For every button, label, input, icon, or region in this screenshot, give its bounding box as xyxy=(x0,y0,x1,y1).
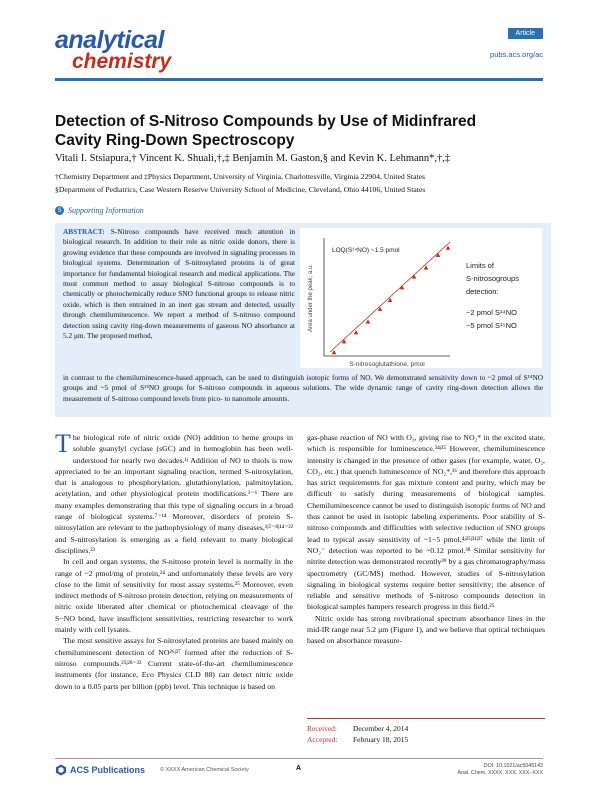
paragraph-5: Nitric oxide has strong rovibrational spectrum absorbance lines in the mid-IR range near 5.2 μm (Figure 1), and we believe that optical techniques based on absorbance measure- xyxy=(307,613,545,646)
body-column-right xyxy=(307,432,545,647)
copyright: © XXXX American Chemical Society xyxy=(160,767,249,773)
publisher-name: ACS Publications xyxy=(70,765,146,775)
supporting-info-link[interactable] xyxy=(55,206,144,215)
abstract-body-1: S-Nitroso compounds have received much attention in biological research. In addition to their role as nitric oxide donors, there is growing evidence that these compounds are involved in signaling processes in biological systems. Determination of S-nitrosylated proteins is of great importance for fundamental biological research and medical applications. The most common method to assay biological S-nitroso compounds is to chemically or photochemically reduce SNO functional groups to release nitric oxide, which is then entrained in an inert gas stream and detected, usually through chemiluminescence. We report a method of S-nitroso compound detection using cavity ring-down measurements of gaseous NO absorbance at 5.2 μm. The proposed method, xyxy=(63,227,295,341)
graphic-x-label: S-nitrosoglutathione, pmol xyxy=(349,361,425,368)
graphic-y-label: Area under the peak, a.u. xyxy=(308,264,314,332)
article-type-badge: Article xyxy=(508,28,543,39)
loq-label: LOQ(S¹⁴NO) ~1.5 pmol xyxy=(332,247,400,254)
limits-line1: Limits of xyxy=(466,261,494,270)
paragraph-1 xyxy=(55,429,293,556)
journal-logo-line1: analytical xyxy=(55,26,164,54)
accepted-date: February 18, 2015 xyxy=(353,735,409,744)
affiliation-2: §Department of Pediatrics, Case Western Reserve University School of Medicine, Cleveland, Ohio 44106, United States xyxy=(55,185,426,194)
received-label: Received: xyxy=(307,724,337,733)
journal-url[interactable]: pubs.acs.org/ac xyxy=(490,50,543,59)
header-rule xyxy=(55,78,543,81)
article-dates xyxy=(307,723,408,745)
paragraph-2: In cell and organ systems, the S-nitroso protein level is normally in the range of ~2 pmol/mg of protein,²⁴ and unfortunately these levels are very close to the limit of sensitivity for most assay systems.²⁵ Moreover, even indirect methods of S-nitroso protein detection, relying on measurements of nitric oxide liberated after chemical or photochemical cleavage of the S−NO bond, have insufficient sensitivities, restricting researcher to work mainly with cell lysates. xyxy=(55,557,293,635)
doi-block xyxy=(457,763,543,777)
abstract-label: ABSTRACT: xyxy=(63,227,105,236)
body-column-left xyxy=(55,429,293,692)
doi[interactable]: DOI: 10.1021/ac5045143 xyxy=(483,763,543,769)
citation: Anal. Chem. XXXX, XXX, XXX−XXX xyxy=(457,770,543,776)
footer-rule xyxy=(55,758,543,759)
received-date: December 4, 2014 xyxy=(353,724,409,733)
journal-logo-line2: chemistry xyxy=(72,50,172,73)
toc-graphic xyxy=(300,228,542,368)
paragraph-1-text: he biological role of nitric oxide (NO) addition to heme groups in soluble guanylyl cyclase (sGC) and in hemoglobin has been well-understood for nearly two decades.¹ʲ Addition of NO to thiols is now appreciated to be an important signaling reaction, termed S-nitrosylation, that is analogous to phosphorylation, glutathionylation, palmitoylation, acetylation, and other physiological protein modifications.¹⁻⁶ There are many examples demonstrating that this type of signaling occurs in a broad range of biological systems.⁷⁻¹⁴ Moreover, disorders of protein S-nitrosylation are relevant to the pathophysiology of many diseases,¹ʲ⁵⁻⁸ʲ¹⁴⁻²² and S-nitrosylation is emerging as a field relevant to many biological disciplines.²³ xyxy=(55,433,293,555)
limits-line2: S-nitrosogroups xyxy=(466,274,519,283)
calibration-plot xyxy=(300,228,542,368)
article-title: Detection of S-Nitroso Compounds by Use of Midinfrared Cavity Ring-Down Spectroscopy xyxy=(55,113,477,149)
paragraph-3: The most sensitive assays for S-nitrosylated proteins are based mainly on chemiluminescent detection of NO²⁶ʲ²⁷ formed after the reduction of S-nitroso compounds.²⁵ʲ²⁸⁻³³ Current state-of-the-art chemiluminescence instruments (for instance, Eco Physics CLD 88) can detect nitric oxide down to a 0.05 parts per billion (ppb) level. This technique is based on xyxy=(55,636,293,691)
paragraph-4: gas-phase reaction of NO with O₃, giving rise to NO₂* in the excited state, which is responsible for luminescence.³⁴ʲ³⁵ However, chemiluminescence intensity is changed in the presence of other gases (for example, water, O₂, CO₂, etc.) that quench luminescence of NO₂*,³⁶ and therefore this approach has strict requirements for gas mixture content and purity, which may be difficult to satisfy during measurements of biological samples. Chemiluminescence cannot be used to distinguish isotopic forms of NO and thus cannot be used in isotopic labeling experiments. Poor stability of S-nitroso compounds and difficulties with selective reduction of SNO groups lead to typical assay sensitivity of ~1−5 pmol,⁴ʲ²⁵ʲ³¹ʲ³⁷ while the limit of NO₂⁻ detection was reported to be ~0.12 pmol.³⁸ Similar sensitivity for nitrite detection was demonstrated recently³⁹ by a gas chromatography/mass spectrometry (GC/MS) method. However, studies of S-nitrosylation signaling in biological systems require better sensitivity; the absence of reliable and sensitive methods of S-nitroso compounds detection in biological samples hampers research progress in this field.²⁵ xyxy=(307,433,545,612)
page-number: A xyxy=(296,765,302,772)
abstract-text-part1 xyxy=(63,227,295,341)
supporting-info-icon: S xyxy=(55,206,64,215)
limit-s14no: ~2 pmol S¹⁴NO xyxy=(466,308,517,317)
dates-rule xyxy=(307,718,545,719)
author-list: Vitali I. Stsiapura,† Vincent K. Shuali,†,‡ Benjamin M. Gaston,§ and Kevin K. Lehmann*,†,‡ xyxy=(55,153,451,164)
acs-publications-logo[interactable] xyxy=(55,764,145,776)
limit-s15no: ~5 pmol S¹⁵NO xyxy=(466,321,517,330)
limits-line3: detection: xyxy=(466,287,499,296)
acs-hexagon-icon xyxy=(55,764,67,776)
drop-cap: T xyxy=(55,429,71,458)
abstract-body-2: in contrast to the chemiluminescence-based approach, can be used to distinguish isotopic forms of NO. We demonstrated sensitivity down to ~2 pmol of S¹⁴NO groups and ~5 pmol of S¹⁵NO groups for S-nitroso compounds in aqueous solutions. The wide dynamic range of cavity ring-down detection allows the measurement of S-nitroso compound levels from pico- to nanomole amounts. xyxy=(63,373,543,403)
supporting-info-label: Supporting Information xyxy=(68,206,144,215)
accepted-label: Accepted: xyxy=(307,735,338,744)
affiliation-1: †Chemistry Department and ‡Physics Department, University of Virginia, Charlottesville, Virginia 22904, United States xyxy=(55,172,426,181)
